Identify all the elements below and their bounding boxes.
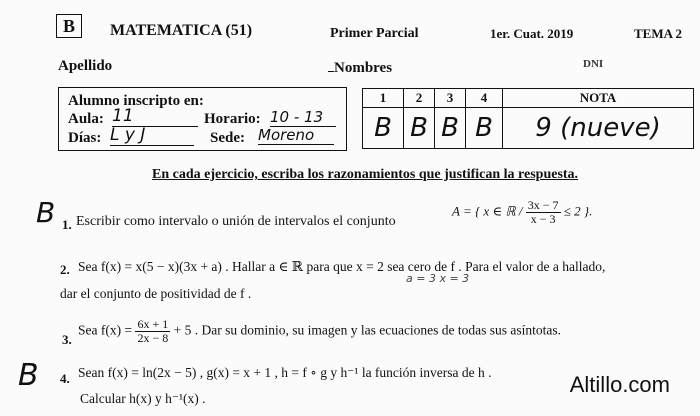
term-label: 1er. Cuat. 2019: [490, 26, 574, 41]
exercise-4-text-2: Calcular h(x) y h⁻¹(x) .: [80, 391, 206, 406]
horario-label: Horario:: [204, 111, 261, 127]
exercise-2-text: Sea f(x) = x(5 − x)(3x + a) . Hallar a ∈ ℝ para que x = 2 sea cero de f . Para el valor de a hallado,: [78, 259, 606, 274]
aula-value: 11: [112, 106, 198, 127]
exercise-1-number: 1.: [62, 217, 72, 232]
grade-mark-3: B: [435, 108, 466, 149]
tema-letter-box: B: [56, 14, 82, 38]
watermark-text: Altillo.com: [569, 372, 670, 397]
nombres-field: Nombres: [328, 60, 392, 77]
dni-field: DNI: [583, 58, 604, 70]
aula-label: Aula:: [68, 111, 104, 127]
grade-header-nota: NOTA: [503, 89, 694, 108]
grade-mark-4: B: [466, 108, 503, 149]
exercise-1-mark: B: [36, 196, 56, 229]
exercise-2-number: 2.: [60, 262, 70, 277]
dias-label: Días:: [68, 130, 102, 146]
grade-header-2: 2: [404, 89, 435, 108]
exercise-3-text: Sea f(x) = $\frac{6x + 1}{2x - 8}$ + 5 . Dar su dominio, su imagen y las ecuaciones de todas sus asíntotas.: [78, 317, 562, 345]
apellido-field: Apellido: [58, 58, 113, 74]
grade-table: [362, 88, 694, 149]
exercise-1-set: A = { x ∈ ℝ / $\frac{3x - 7}{x - 3}$ ≤ 2 }.: [452, 198, 593, 226]
exercise-1-text: Escribir como intervalo o unión de intervalos el conjunto: [76, 214, 396, 229]
tema-label: TEMA 2: [634, 26, 683, 41]
grade-mark-1: B: [363, 108, 404, 149]
subject-title: MATEMATICA (51): [110, 22, 253, 39]
grade-header-1: 1: [363, 89, 404, 108]
dias-value: L y J: [110, 125, 194, 146]
sede-value: Moreno: [258, 126, 334, 145]
alumno-title: Alumno inscripto en:: [68, 93, 204, 109]
exercise-4-text: Sean f(x) = ln(2x − 5) , g(x) = x + 1 , h = f ∘ g y h⁻¹ la función inversa de h .: [78, 365, 492, 380]
grade-header-3: 3: [435, 89, 466, 108]
sede-label: Sede:: [210, 130, 245, 146]
grade-header-4: 4: [466, 89, 503, 108]
grade-mark-nota: 9 (nueve): [503, 108, 694, 149]
exercise-4-number: 4.: [60, 371, 70, 386]
grade-mark-2: B: [404, 108, 435, 149]
horario-value: 10 - 13: [270, 108, 336, 127]
instruction-text: En cada ejercicio, escriba los razonamientos que justifican la respuesta.: [152, 167, 579, 182]
exercise-2-note: a = 3 x = 3: [406, 272, 470, 285]
exam-name: Primer Parcial: [330, 26, 419, 41]
exercise-2-text-2: dar el conjunto de positividad de f .: [60, 286, 252, 301]
exercise-4-mark: B: [18, 358, 39, 393]
exercise-3-number: 3.: [62, 332, 72, 347]
